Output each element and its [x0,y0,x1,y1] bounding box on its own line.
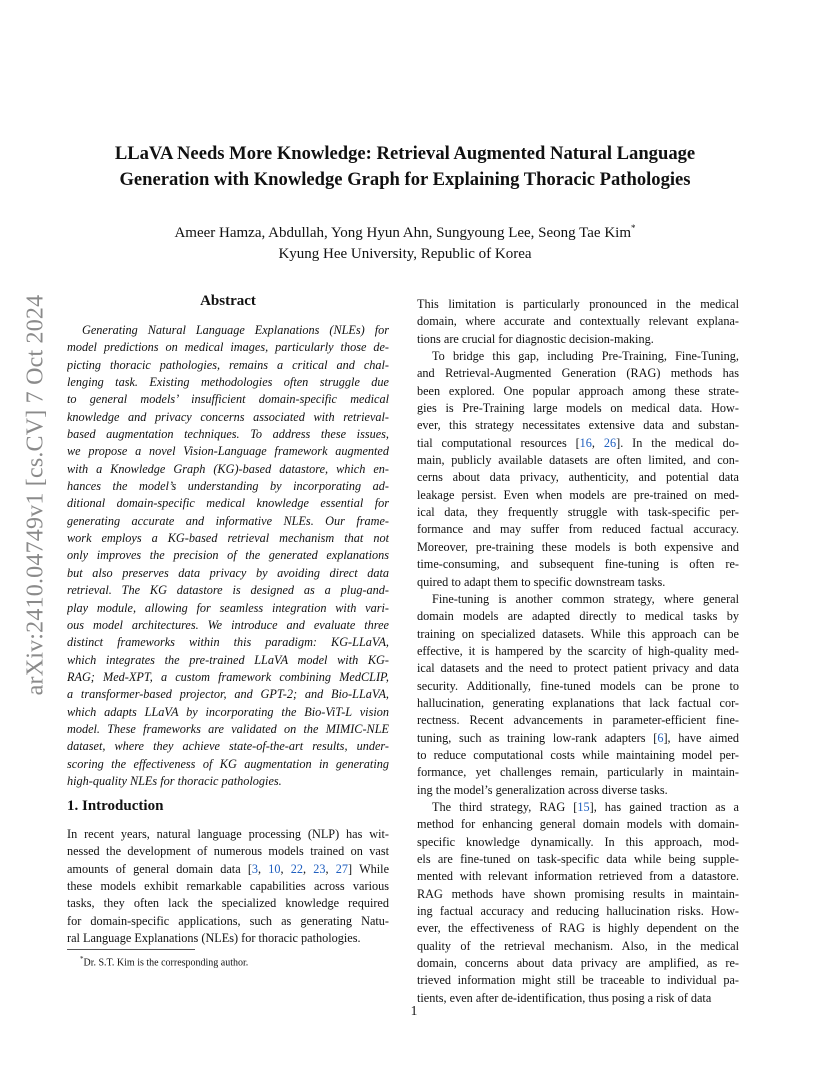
text-line: these models exhibit remarkable capabilities across various [67,879,389,894]
text-line: formance, yet challenges remain, particularly in maintain- [417,765,739,780]
citation-link[interactable]: 23 [313,861,326,876]
author-block [70,218,740,265]
text-line: but also preserves data privacy by avoiding direct data [67,565,389,580]
text-line: nessed the development of numerous models trained on vast [67,844,389,859]
text-line: generating accurate and informative NLEs. Our frame- [67,513,389,528]
text-line: ever, this strategy necessitates extensive data and substan- [417,418,739,433]
footnote-rule [67,949,195,950]
text-line: high-quality NLEs for thoracic pathologies. [67,773,282,788]
affiliation: Kyung Hee University, Republic of Korea [278,246,532,262]
text-line: which integrates the pre-trained LLaVA model with KG- [67,652,389,667]
title-line: LLaVA Needs More Knowledge: Retrieval Augmented Natural Language [114,143,696,164]
text-line: domain, where accurate and contextually relevant explana- [417,314,739,329]
citation-link[interactable]: 6 [657,730,664,745]
text-line: hallucination, generating explanations that lack factual cor- [417,695,739,710]
text-line: Moreover, pre-training these models is both expensive and [417,539,739,554]
text-line: dataset, where they achieve state-of-the-art results, under- [67,739,389,754]
text-line: tients, even after de-identification, thus posing a risk of data [417,990,712,1005]
text-line: time-consuming, and subsequent fine-tuning is often re- [417,557,739,572]
text-line: domain, concerns about data privacy are amplified, as re- [417,956,739,971]
text-line: quality of the retrieval mechanism. Also, in the medical [417,938,739,953]
text-line: main, publicly available datasets are often limited, and con- [417,453,739,468]
introduction-left-column [67,826,389,947]
title-line: Generation with Knowledge Graph for Explaining Thoracic Pathologies [119,169,691,190]
text-line: lenging task. Existing methodologies often struggle due [67,375,389,390]
text-line: ical data, they frequently struggle with task-specific per- [417,505,739,520]
text-line: els are fine-tuned on task-specific data while being supple- [417,852,739,866]
text-line: ral Language Explanations (NLEs) for thoracic pathologies. [67,931,361,946]
text-line: tasks, they often lack the specialized knowledge required [67,896,389,911]
text-line: ous model architectures. We introduce and evaluate three [67,617,389,632]
text-line: effective, it is hampered by the scarcity of high-quality med- [417,643,739,658]
text-line: ever, the effectiveness of RAG is highly dependent on the [417,921,739,936]
text-line: only improves the precision of the generated explanations [67,548,389,563]
text-line: picting thoracic pathologies, remains a critical and chal- [67,357,389,372]
text-line: model predictions on medical images, particularly those de- [67,340,389,355]
text-line: tial computational resources [16, 26]. In the medical do- [417,435,739,450]
text-line: formance and may suffer from reduced factual accuracy. [417,522,739,537]
text-line: To bridge this gap, including Pre-Training, Fine-Tuning, [432,349,739,364]
abstract-body [67,322,389,790]
section-heading-introduction: 1. Introduction [67,798,164,814]
text-line: rectness. Recent advancements in parameter-efficient fine- [417,713,739,728]
citation-link[interactable]: 16 [579,435,592,450]
author-footnote-mark: * [631,223,636,233]
arxiv-stamp [22,296,50,694]
text-line: method for enhancing general domain models with domain- [417,817,739,832]
text-line: knowledge and privacy concerns associated with retrieval- [67,409,389,424]
text-line: to reduce computational costs while maintaining model per- [417,747,739,762]
text-line: ditional domain-specific medical knowledge essential for [67,496,389,511]
footnote-text: Dr. S.T. Kim is the corresponding author. [83,957,249,969]
text-line: distinct frameworks within this paradigm: KG-LLaVA, [67,635,389,650]
text-line: specific knowledge dynamically. In this approach, mod- [417,834,739,849]
citation-link[interactable]: 3 [251,861,259,876]
text-line: mented with relevant information retrieved from a datastore. [417,869,739,884]
text-line: amounts of general domain data [3, 10, 22, 23, 27] While [67,861,389,876]
abstract-heading: Abstract [200,293,256,309]
text-line: This limitation is particularly pronounced in the medical [417,297,739,311]
text-line: based augmentation techniques. To address these issues, [67,427,389,442]
text-line: play module, allowing for seamless integration with vari- [67,600,389,615]
text-line: a transformer-based projector, and GPT-2; and Bio-LLaVA, [67,687,389,702]
text-line: cerns about data privacy, authenticity, and potential data [417,470,739,485]
text-line: hances the model’s understanding by incorporating ad- [67,479,389,494]
text-line: scoring the effectiveness of KG augmentation in generating [67,756,389,771]
text-line: trieved information might still be traceable to individual pa- [417,973,739,988]
text-line: RAG methods have shown promising results in maintain- [417,886,739,901]
right-column [417,296,739,1007]
paper-title [70,141,740,193]
citation-link[interactable]: 22 [290,861,304,876]
text-line: gies is Pre-Training large models on medical data. How- [417,401,739,416]
citation-link[interactable]: 15 [577,799,590,814]
text-line: model. These frameworks are validated on the MIMIC-NLE [67,721,389,736]
text-line: work employs a KG-based retrieval mechanism that not [67,531,389,546]
text-line: tuning, such as training low-rank adapters [6], have aimed [417,730,739,745]
text-line: training on specialized datasets. While this approach can be [417,626,739,641]
citation-link[interactable]: 27 [335,861,349,876]
text-line: ing the model’s generalization across diverse tasks. [417,782,668,797]
text-line: tions are crucial for diagnostic decision-making. [417,331,654,346]
text-line: leakage persist. Even when models are pre-trained on med- [417,487,739,502]
text-line: we propose a novel Vision-Language framework augmented [67,444,389,459]
citation-link[interactable]: 26 [603,435,617,450]
text-line: security. Additionally, fine-tuned models can be prone to [417,678,739,693]
page-number: 1 [410,1003,418,1018]
text-line: domain models are adapted directly to medical tasks by [417,609,739,624]
text-line: to general models’ insufficient domain-specific medical [67,392,389,407]
text-line: which adapts LLaVA by incorporating the Bio-ViT-L vision [67,704,389,719]
author-line [70,218,740,244]
text-line: ing factual accuracy and reducing hallucination risks. How- [417,904,739,919]
text-line: ical datasets and the need to protect patient privacy and data [417,661,739,676]
text-line: RAG; Med-XPT, a custom framework combining MedCLIP, [67,669,389,684]
footnote-mark: * [80,955,84,963]
text-line: The third strategy, RAG [15], has gained traction as a [432,799,739,814]
text-line: Generating Natural Language Explanations (NLEs) for [82,323,389,337]
text-line: for domain-specific applications, such as generating Natu- [67,913,389,928]
text-line: quired to adapt them to specific downstream tasks. [417,574,666,589]
citation-link[interactable]: 10 [268,861,281,876]
text-line: been explored. One popular approach among these strate- [417,383,739,398]
arxiv-stamp-text: arXiv:2410.04749v1 [cs.CV] 7 Oct 2024 [22,294,49,696]
footnote [80,953,248,969]
text-line: In recent years, natural language processing (NLP) has wit- [67,827,389,841]
text-line: with a Knowledge Graph (KG)-based datastore, which en- [67,461,389,476]
author-names: Ameer Hamza, Abdullah, Yong Hyun Ahn, Sungyoung Lee, Seong Tae Kim [174,225,632,241]
text-line: retrieval. The KG datastore is designed as a plug-and- [67,583,389,598]
text-line: Fine-tuning is another common strategy, where general [432,591,739,606]
text-line: and Retrieval-Augmented Generation (RAG) methods has [417,366,739,381]
